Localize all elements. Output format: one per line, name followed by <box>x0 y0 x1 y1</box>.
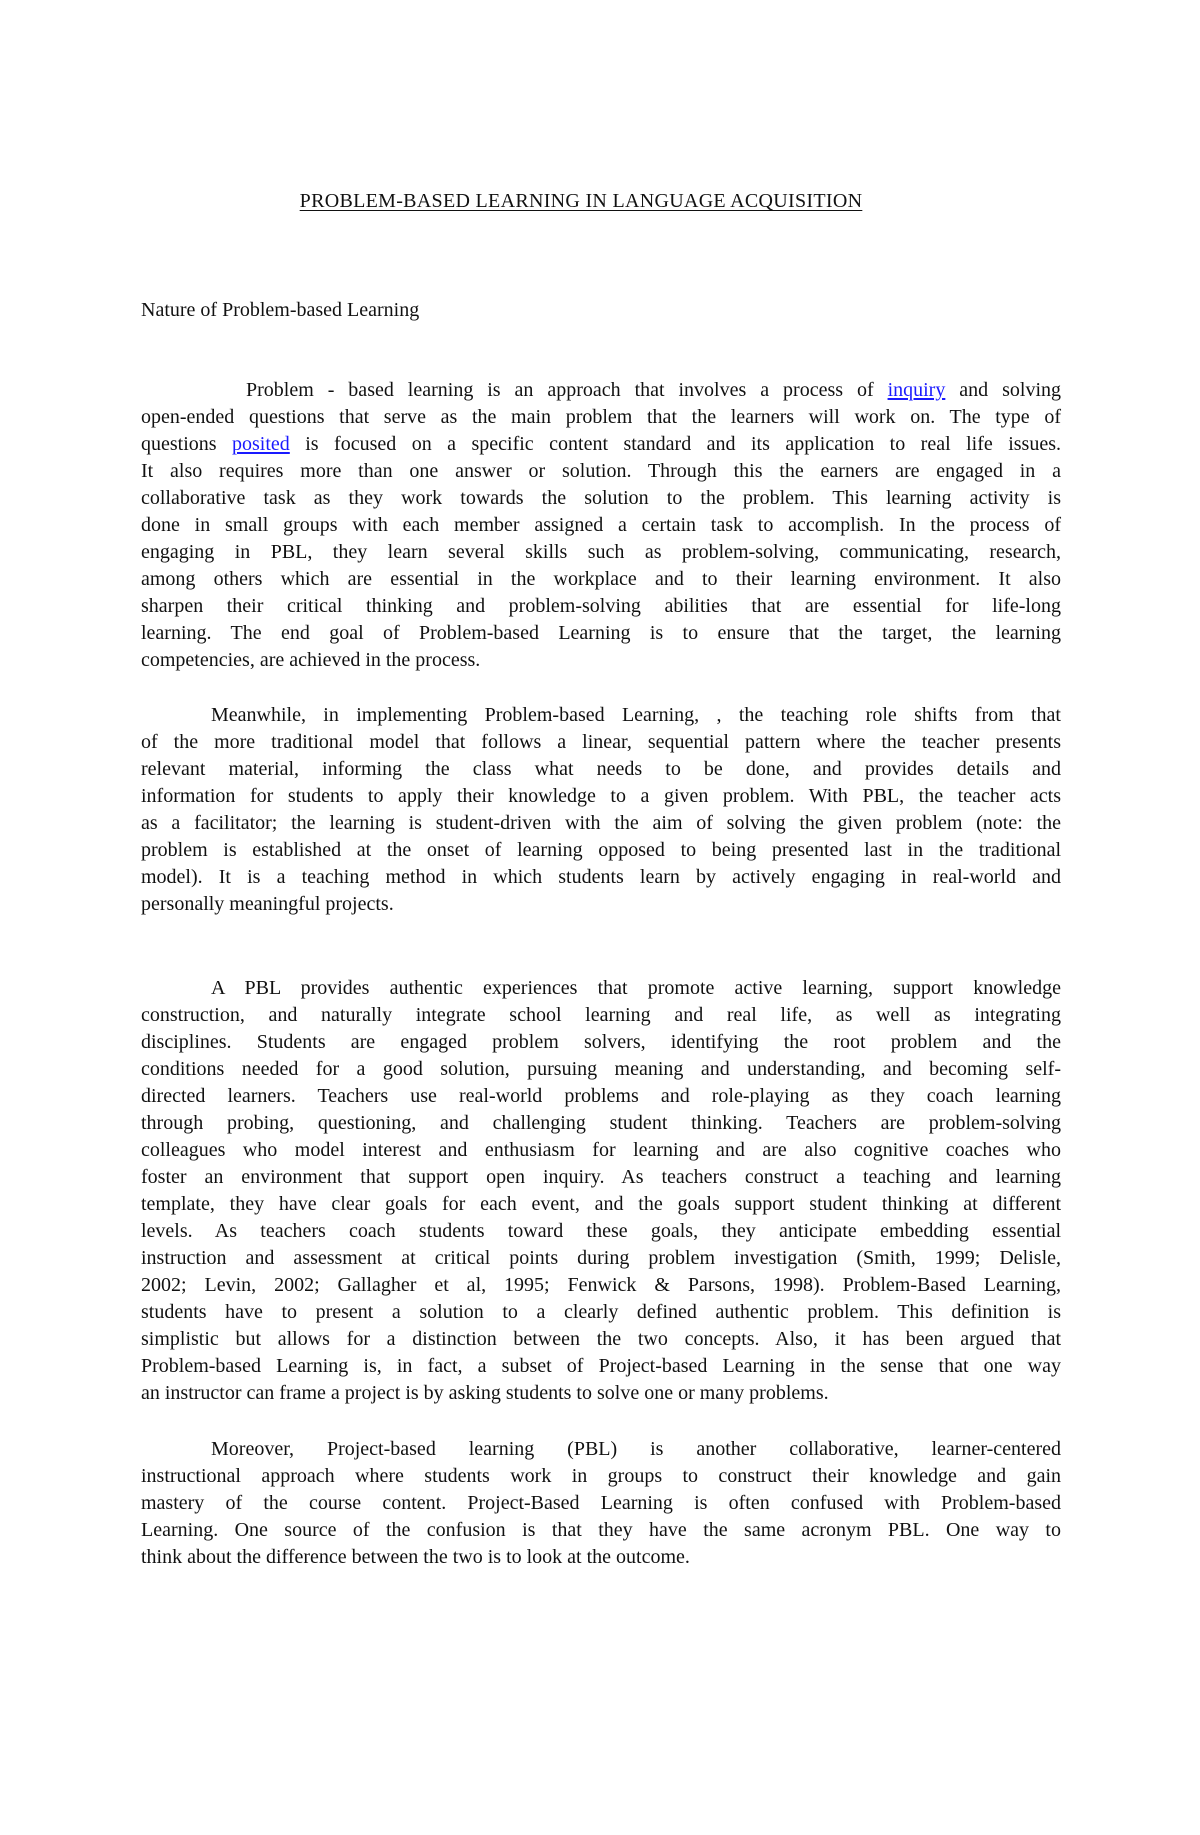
text-line: learning. The end goal of Problem-based Learning is to ensure that the target, the learning <box>141 622 1061 644</box>
text-line: colleagues who model interest and enthusiasm for learning and are also cognitive coaches who <box>141 1139 1061 1161</box>
text-line: as a facilitator; the learning is student-driven with the aim of solving the given problem (note: the <box>141 812 1061 834</box>
hyperlink-posited[interactable]: posited <box>232 433 290 455</box>
text-line: among others which are essential in the workplace and to their learning environment. It also <box>141 568 1061 590</box>
text-line: conditions needed for a good solution, pursuing meaning and understanding, and becoming self- <box>141 1058 1061 1080</box>
text-line: instruction and assessment at critical points during problem investigation (Smith, 1999; Delisle, <box>141 1247 1061 1269</box>
text-line: Problem-based Learning is, in fact, a subset of Project-based Learning in the sense that one way <box>141 1355 1061 1377</box>
text-line: simplistic but allows for a distinction between the two concepts. Also, it has been argued that <box>141 1328 1061 1350</box>
text-line: disciplines. Students are engaged problem solvers, identifying the root problem and the <box>141 1031 1061 1053</box>
text-line: of the more traditional model that follows a linear, sequential pattern where the teacher presents <box>141 731 1061 753</box>
text-line: 2002; Levin, 2002; Gallagher et al, 1995; Fenwick & Parsons, 1998). Problem-Based Learning, <box>141 1274 1061 1296</box>
text-line: sharpen their critical thinking and problem-solving abilities that are essential for life-long <box>141 595 1061 617</box>
section-heading: Nature of Problem-based Learning <box>141 299 420 321</box>
text-line: A PBL provides authentic experiences that promote active learning, support knowledge <box>211 977 1061 999</box>
text-line: directed learners. Teachers use real-world problems and role-playing as they coach learning <box>141 1085 1061 1107</box>
text-line <box>141 377 1061 404</box>
text-line: construction, and naturally integrate school learning and real life, as well as integrating <box>141 1004 1061 1026</box>
text-line: instructional approach where students work in groups to construct their knowledge and gain <box>141 1465 1061 1487</box>
text-line: done in small groups with each member assigned a certain task to accomplish. In the process of <box>141 514 1061 536</box>
text-line: template, they have clear goals for each event, and the goals support student thinking at different <box>141 1193 1061 1215</box>
text-line: through probing, questioning, and challenging student thinking. Teachers are problem-solving <box>141 1112 1061 1134</box>
text-line: foster an environment that support open inquiry. As teachers construct a teaching and learning <box>141 1166 1061 1188</box>
text-line: students have to present a solution to a clearly defined authentic problem. This definition is <box>141 1301 1061 1323</box>
text-line: It also requires more than one answer or solution. Through this the earners are engaged in a <box>141 460 1061 482</box>
text-line: open-ended questions that serve as the main problem that the learners will work on. The type of <box>141 406 1061 428</box>
text-segment: questions <box>141 433 233 455</box>
text-line: mastery of the course content. Project-Based Learning is often confused with Problem-based <box>141 1492 1061 1514</box>
paragraph-2 <box>141 702 1061 918</box>
text-line: model). It is a teaching method in which students learn by actively engaging in real-world and <box>141 866 1061 888</box>
text-line: Learning. One source of the confusion is that they have the same acronym PBL. One way to <box>141 1519 1061 1541</box>
text-segment: and solving <box>945 379 1061 401</box>
text-line: problem is established at the onset of learning opposed to being presented last in the traditional <box>141 839 1061 861</box>
text-line: collaborative task as they work towards the solution to the problem. This learning activity is <box>141 487 1061 509</box>
text-line: Moreover, Project-based learning (PBL) is another collaborative, learner-centered <box>211 1438 1061 1460</box>
text-line: information for students to apply their knowledge to a given problem. With PBL, the teacher acts <box>141 785 1061 807</box>
hyperlink-inquiry[interactable]: inquiry <box>887 379 946 401</box>
text-line: competencies, are achieved in the process. <box>141 649 481 671</box>
text-line: Meanwhile, in implementing Problem-based Learning, , the teaching role shifts from that <box>211 704 1061 726</box>
paragraph-3 <box>141 975 1061 1407</box>
text-line: levels. As teachers coach students toward these goals, they anticipate embedding essential <box>141 1220 1061 1242</box>
text-line: relevant material, informing the class what needs to be done, and provides details and <box>141 758 1061 780</box>
text-line: an instructor can frame a project is by asking students to solve one or many problems. <box>141 1382 829 1404</box>
text-segment: is focused on a specific content standard and its application to real life issues. <box>289 433 1061 455</box>
paragraph-4 <box>141 1436 1061 1571</box>
document-title: PROBLEM-BASED LEARNING IN LANGUAGE ACQUISITION <box>299 190 863 212</box>
text-line: think about the difference between the two is to look at the outcome. <box>141 1546 690 1568</box>
text-line <box>141 431 1061 458</box>
text-line: engaging in PBL, they learn several skills such as problem-solving, communicating, research, <box>141 541 1061 563</box>
text-line: personally meaningful projects. <box>141 893 394 915</box>
text-segment: Problem - based learning is an approach that involves a process of <box>246 379 888 401</box>
paragraph-1 <box>141 377 1061 674</box>
